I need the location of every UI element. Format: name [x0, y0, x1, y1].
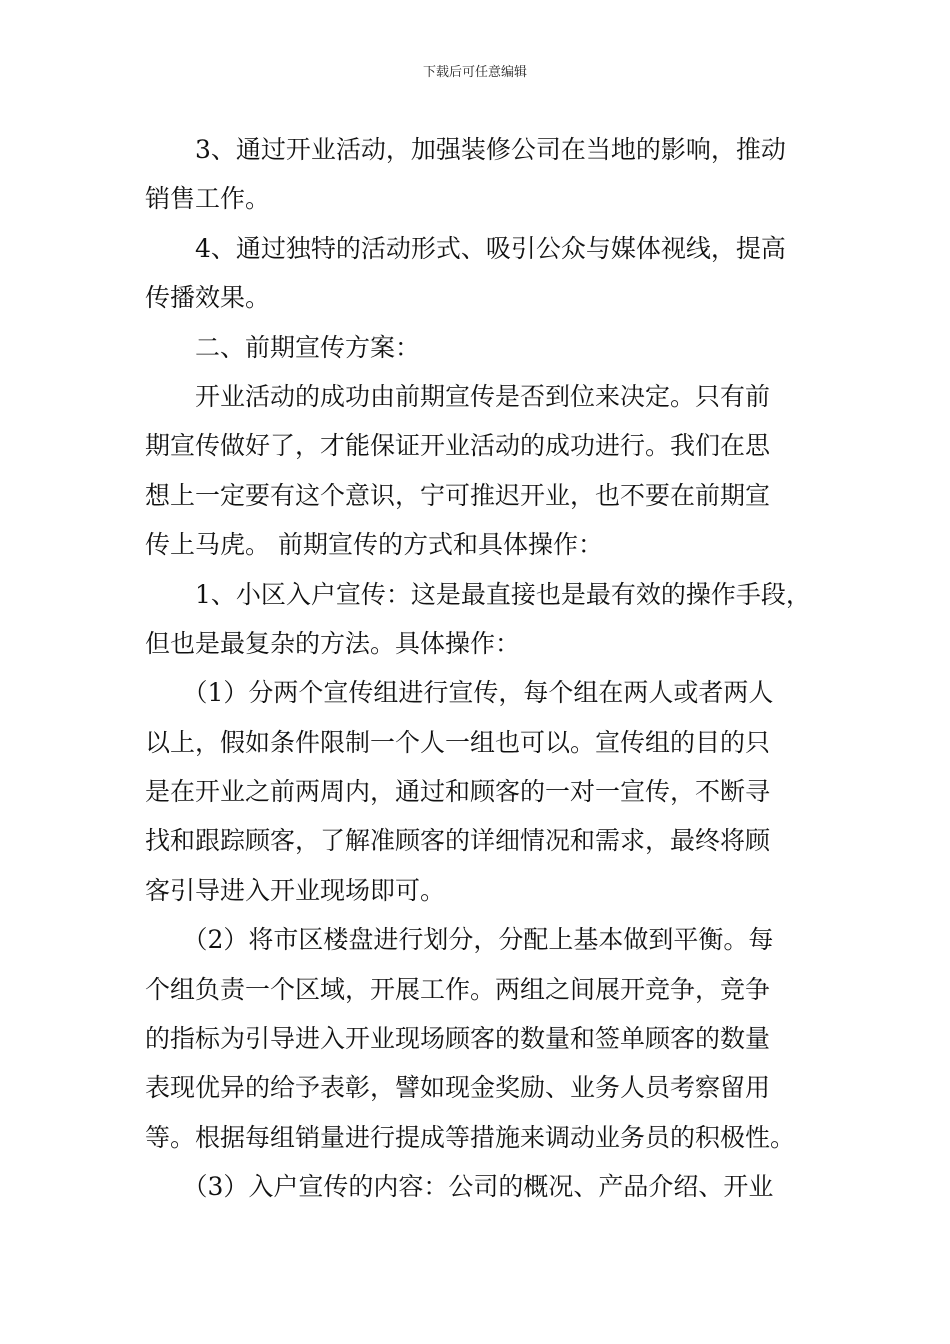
text-line: 想上一定要有这个意识，宁可推迟开业，也不要在前期宣 — [145, 480, 771, 510]
text-line: 销售工作。 — [145, 184, 271, 214]
text-line: 找和跟踪顾客，了解准顾客的详细情况和需求，最终将顾 — [145, 826, 771, 856]
text-line: 个组负责一个区域，开展工作。两组之间展开竞争，竞争 — [145, 974, 771, 1004]
text-line: 传播效果。 — [145, 283, 271, 313]
text-line: 传上马虎。 前期宣传的方式和具体操作： — [145, 530, 603, 560]
text-line: 但也是最复杂的方法。具体操作： — [145, 628, 521, 658]
text-line: 1、小区入户宣传：这是最直接也是最有效的操作手段， — [145, 579, 811, 609]
page-header: 下载后可任意编辑 — [422, 65, 527, 80]
text-line: （2）将市区楼盘进行划分，分配上基本做到平衡。每 — [145, 925, 774, 955]
text-line: 以上，假如条件限制一个人一组也可以。宣传组的目的只 — [145, 727, 771, 757]
text-line: 表现优异的给予表彰，譬如现金奖励、业务人员考察留用 — [145, 1073, 771, 1103]
text-line: 开业活动的成功由前期宣传是否到位来决定。只有前 — [145, 381, 771, 411]
section-heading: 二、前期宣传方案： — [145, 332, 421, 362]
text-line: 4、通过独特的活动形式、吸引公众与媒体视线，提高 — [145, 233, 786, 263]
text-line: 期宣传做好了，才能保证开业活动的成功进行。我们在思 — [145, 431, 771, 461]
text-line: 客引导进入开业现场即可。 — [145, 875, 446, 905]
document-body — [145, 125, 815, 1212]
text-line: 3、通过开业活动，加强装修公司在当地的影响，推动 — [145, 135, 786, 164]
text-line: 的指标为引导进入开业现场顾客的数量和签单顾客的数量 — [145, 1024, 771, 1054]
text-line: （3）入户宣传的内容：公司的概况、产品介绍、开业 — [145, 1172, 774, 1202]
text-line: （1）分两个宣传组进行宣传，每个组在两人或者两人 — [145, 678, 774, 708]
text-line: 是在开业之前两周内，通过和顾客的一对一宣传，不断寻 — [145, 777, 771, 807]
text-line: 等。根据每组销量进行提成等措施来调动业务员的积极性。 — [145, 1122, 796, 1152]
